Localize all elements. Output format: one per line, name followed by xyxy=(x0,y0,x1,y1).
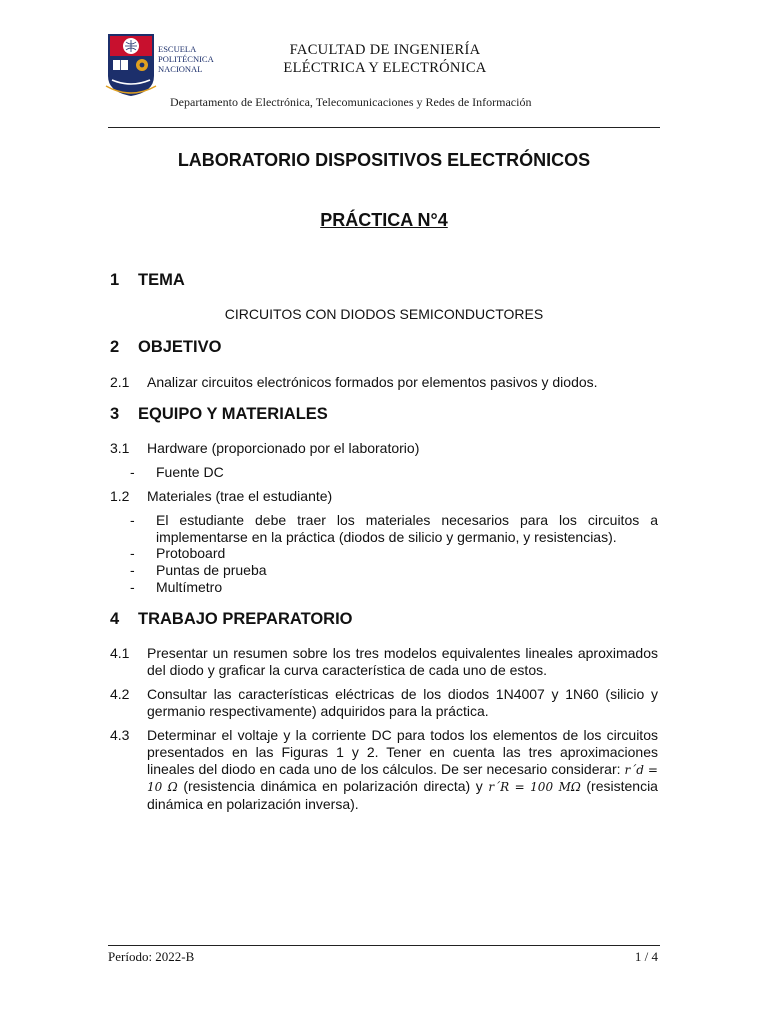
section-title: TRABAJO PREPARATORIO xyxy=(138,610,353,628)
item-text: Analizar circuitos electrónicos formados por elementos pasivos y diodos. xyxy=(147,374,598,390)
item-text: Materiales (trae el estudiante) xyxy=(147,488,333,504)
footer-page-number: 1 / 4 xyxy=(634,949,658,964)
bullet-dash: - xyxy=(130,512,135,528)
bullet-dash: - xyxy=(130,562,135,578)
objective-item xyxy=(110,374,658,391)
section-number: 4 xyxy=(110,610,120,628)
section-title: TEMA xyxy=(138,271,185,289)
footer-divider xyxy=(108,945,660,946)
item-text xyxy=(147,727,658,813)
section-heading-objetivo xyxy=(110,338,221,357)
bullet-text: Protoboard xyxy=(156,545,226,561)
lab-title: LABORATORIO DISPOSITIVOS ELECTRÓNICOS xyxy=(177,150,591,170)
item-text-part-3: (resistencia dinámica en polarización inversa). xyxy=(147,778,658,813)
header-divider xyxy=(108,127,660,128)
bullet-dash: - xyxy=(130,579,135,595)
logo-text-line-3: NACIONAL xyxy=(158,64,203,74)
item-text: Presentar un resumen sobre los tres modelos equivalentes lineales aproximados del diodo y graficar la curva característica de cada uno de estos. xyxy=(147,645,658,678)
institution-logo xyxy=(104,30,212,98)
dynamic-resistance-reverse: r´R = 100 MΩ xyxy=(488,780,581,795)
footer-period: Período: 2022-B xyxy=(108,949,195,964)
bullet-text: El estudiante debe traer los materiales necesarios para los circuitos a implementarse en la práctica (diodos de silicio y germanio, y resistencias). xyxy=(156,512,658,545)
list-item xyxy=(130,562,658,579)
list-item xyxy=(130,512,658,545)
item-number: 3.1 xyxy=(110,440,130,456)
item-text-part-2: (resistencia dinámica en polarización directa) y xyxy=(183,778,483,795)
bullet-dash: - xyxy=(130,545,135,561)
practice-title-wrap xyxy=(108,210,660,231)
section-title: EQUIPO Y MATERIALES xyxy=(138,405,328,423)
item-number: 4.3 xyxy=(110,727,130,743)
section-number: 1 xyxy=(110,271,120,289)
faculty-line-1: FACULTAD DE INGENIERÍA xyxy=(289,42,481,58)
section-number: 2 xyxy=(110,338,120,356)
logo-text-line-2: POLITÉCNICA xyxy=(158,54,214,64)
tema-text: CIRCUITOS CON DIODOS SEMICONDUCTORES xyxy=(224,306,544,322)
section-number: 3 xyxy=(110,405,120,423)
item-number: 4.2 xyxy=(110,686,130,702)
item-number: 4.1 xyxy=(110,645,130,661)
faculty-line-2: ELÉCTRICA Y ELECTRÓNICA xyxy=(283,60,487,76)
bullet-text: Multímetro xyxy=(156,579,223,595)
bullet-dash: - xyxy=(130,464,135,480)
section-heading-tema xyxy=(110,271,185,290)
section-heading-equipo xyxy=(110,405,328,424)
department-name: Departamento de Electrónica, Telecomunicaciones y Redes de Información xyxy=(170,95,532,109)
bullet-text: Fuente DC xyxy=(156,464,224,480)
item-number: 1.2 xyxy=(110,488,130,504)
dynamic-resistance-forward: r´d = 10 Ω xyxy=(147,762,658,795)
item-text-part-1: Determinar el voltaje y la corriente DC para todos los elementos de los circuitos presentados en las Figuras 1 y 2. Tener en cuenta las tres aproximaciones lineales del diodo en cada uno de los cálculos. De ser necesario considerar: xyxy=(147,727,658,777)
section-heading-trabajo xyxy=(110,610,353,629)
item-text: Hardware (proporcionado por el laboratorio) xyxy=(147,440,420,456)
list-item xyxy=(130,464,658,481)
logo-text-line-1: ESCUELA xyxy=(158,44,197,54)
bullet-text: Puntas de prueba xyxy=(156,562,267,578)
item-text: Consultar las características eléctricas de los diodos 1N4007 y 1N60 (silicio y germanio respectivamente) adquiridos para la práctica. xyxy=(147,686,658,719)
hardware-item xyxy=(110,440,658,457)
preparatory-item xyxy=(110,727,658,813)
list-item xyxy=(130,545,658,562)
preparatory-item xyxy=(110,645,658,679)
preparatory-item xyxy=(110,686,658,720)
section-title: OBJETIVO xyxy=(138,338,222,356)
list-item xyxy=(130,579,658,596)
item-number: 2.1 xyxy=(110,374,130,390)
practice-title: PRÁCTICA N°4 xyxy=(320,210,448,230)
materials-item xyxy=(110,488,658,505)
